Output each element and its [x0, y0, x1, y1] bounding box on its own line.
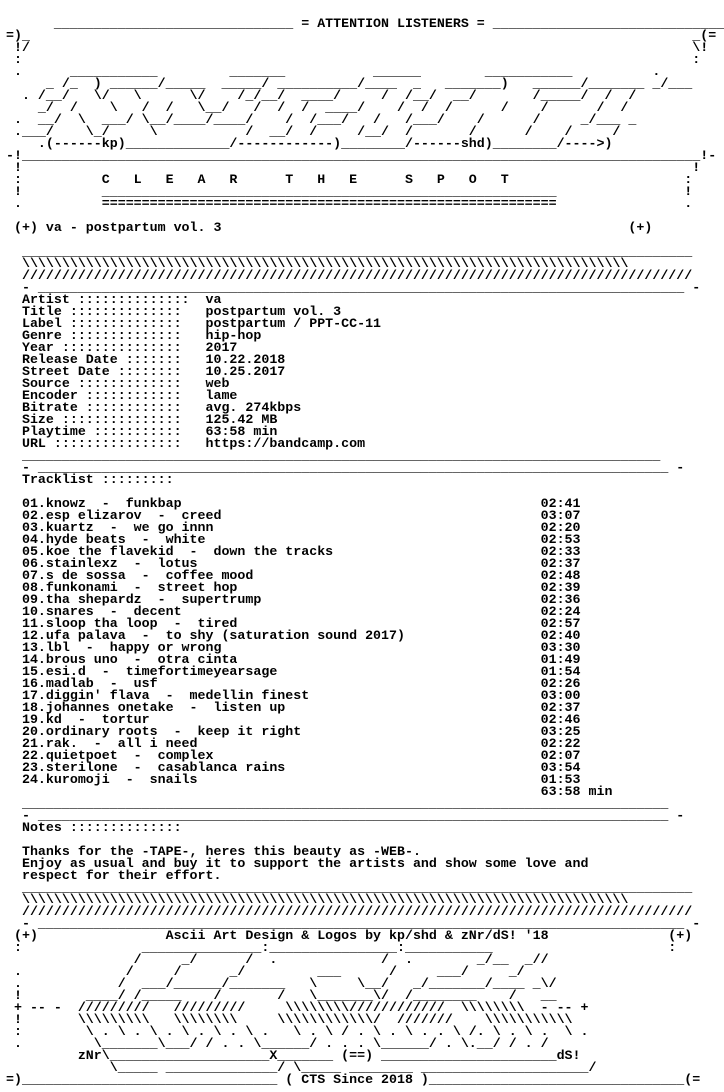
nfo-line: ______________________________ = ATTENTION LISTENERS = _____________________________	[6, 16, 724, 31]
nfo-line: 04.hyde beats - white 02:53	[6, 532, 581, 547]
nfo-line: - _______________________________________________________________________________ -	[6, 460, 685, 475]
nfo-line: _/ / \ / / \__/ / / / ____/ / / / / / / /	[6, 100, 629, 115]
nfo-line: Thanks for the -TAPE-, heres this beauty as -WEB-.	[6, 844, 421, 859]
nfo-line: Playtime ::::::::::: 63:58 min	[6, 424, 278, 439]
nfo-line: Enjoy as usual and buy it to support the artists and show some love and	[6, 856, 589, 871]
nfo-line: - _________________________________________________________________________________ -	[6, 916, 701, 931]
nfo-line: ____________________________________________________________________________________	[6, 244, 693, 259]
nfo-line: Year ::::::::::::::: 2017	[6, 340, 238, 355]
nfo-line: Release Date ::::::: 10.22.2018	[6, 352, 286, 367]
nfo-line: Label :::::::::::::: postpartum / PPT-CC-11	[6, 316, 382, 331]
nfo-line: (+) Ascii Art Design & Logos by kp/shd & zNr/dS! '18 (+)	[6, 928, 693, 943]
nfo-line: : :	[6, 52, 701, 67]
nfo-line: Bitrate :::::::::::: avg. 274kbps	[6, 400, 302, 415]
nfo-line: 08.funkonami - street hop 02:39	[6, 580, 581, 595]
nfo-line: respect for their effort.	[6, 868, 222, 883]
nfo-line: \\\\\\\\\\\\\\\\\\\\\\\\\\\\\\\\\\\\\\\\\\\\\\\\\\\\\\\\\\\\\\\\\\\\\\\\\\\\	[6, 256, 629, 271]
nfo-line: 07.s de sossa - coffee mood 02:48	[6, 568, 581, 583]
nfo-line: + -- - ///////// ///////// \\\\\\\\//////////// \\\\\\\\ - -- +	[6, 1000, 589, 1015]
nfo-text	[6, 18, 724, 1086]
nfo-line: \\\\\\\\\\\\\\\\\\\\\\\\\\\\\\\\\\\\\\\\\\\\\\\\\\\\\\\\\\\\\\\\\\\\\\\\\\\\	[6, 892, 629, 907]
nfo-line: - _________________________________________________________________________________ -	[6, 280, 701, 295]
nfo-line: ! \\\\\\\\\ \\\\\\\\ \\\\\\\\\\\\/ /////// \\\\\\\\\\\	[6, 1012, 573, 1027]
nfo-line: 18.johannes onetake - listen up 02:37	[6, 700, 581, 715]
nfo-line: =)________________________________ ( CTS Since 2018 )________________________________(=	[6, 1072, 701, 1087]
nfo-line: 05.koe the flavekid - down the tracks 02:33	[6, 544, 581, 559]
nfo-line: 01.knowz - funkbap 02:41	[6, 496, 581, 511]
nfo-line: . ___________ _______ ______ ___________ .	[6, 64, 661, 79]
nfo-line: 14.brous uno - otra cinta 01:49	[6, 652, 581, 667]
nfo-line: 02.esp elizarov - creed 03:07	[6, 508, 581, 523]
nfo-line: -!_____________________________________________________________________________________!-	[6, 148, 717, 163]
nfo-line: 23.sterilone - casablanca rains 03:54	[6, 760, 581, 775]
nfo-line: ////////////////////////////////////////////////////////////////////////////////////	[6, 268, 693, 283]
nfo-line: 11.sloop tha loop - tired 02:57	[6, 616, 581, 631]
nfo-line: 19.kd - tortur 02:46	[6, 712, 581, 727]
nfo-line: zNr\____________________X_______ (==) ______________________dS!	[6, 1048, 581, 1063]
nfo-line: 12.ufa palava - to shy (saturation sound 2017) 02:40	[6, 628, 581, 643]
nfo-line: . / ___/______/_______ \ \__/ _/_______/____ _\/	[6, 976, 557, 991]
nfo-line: . / / _/ ___ / ___/ _/	[6, 964, 525, 979]
nfo-line: URL :::::::::::::::: https://bandcamp.com	[6, 436, 366, 451]
nfo-line: Source ::::::::::::: web	[6, 376, 230, 391]
nfo-line: .___/ \_/ \ / __/ / /__/ / / / / /	[6, 124, 621, 139]
nfo-line: 15.esi.d - timefortimeyearsage 01:54	[6, 664, 581, 679]
nfo-line: Genre :::::::::::::: hip-hop	[6, 328, 262, 343]
nfo-line: . /__/ \/ \ \/ /_/__/ ____/ / /__/ __/ /_____/ / /	[6, 88, 637, 103]
nfo-line: 17.diggin' flava - medellin finest 03:00	[6, 688, 581, 703]
nfo-line: =)_ _(=	[6, 28, 717, 43]
nfo-line: 16.madlab - usf 02:26	[6, 676, 581, 691]
nfo-line: .(------kp)_____________/------------)________/------shd)________/---->)	[6, 136, 613, 151]
nfo-line: : C L E A R T H E S P O T :	[6, 172, 693, 187]
nfo-line: . ========================================================= .	[6, 196, 693, 211]
nfo-line: 13.lbl - happy or wrong 03:30	[6, 640, 581, 655]
nfo-line: 09.tha shepardz - supertrump 02:36	[6, 592, 581, 607]
nfo-line: . __/ \ ___/ \__/____/____/ / /___/ / /___/ / / _/___ _	[6, 112, 637, 127]
nfo-line: Artist :::::::::::::: va	[6, 292, 222, 307]
nfo-line: Size ::::::::::::::: 125.42 MB	[6, 412, 278, 427]
nfo-line: : \ . \ . \ . \ . \ . \ . \ . \ / . \ . \ . . \ /. \ . \ . \ .	[6, 1024, 589, 1039]
nfo-line: 21.rak. - all i need 02:22	[6, 736, 581, 751]
nfo-line: 06.stainlexz - lotus 02:37	[6, 556, 581, 571]
nfo-line: ____________________________________________________________________________________	[6, 880, 693, 895]
nfo-line: 03.kuartz - we go innn 02:20	[6, 520, 581, 535]
nfo-line: Street Date :::::::: 10.25.2017	[6, 364, 286, 379]
nfo-line: 10.snares - decent 02:24	[6, 604, 581, 619]
nfo-line: \_____ ______________/ \_____ ________ _____________________/	[6, 1060, 597, 1075]
nfo-line: ! _________________________________________________________ !	[6, 184, 693, 199]
nfo-line: - _______________________________________________________________________________ -	[6, 808, 685, 823]
nfo-line: ! !	[6, 160, 701, 175]
nfo-line: 24.kuromoji - snails 01:53	[6, 772, 581, 787]
nfo-line: : _______________:________________:___________ :	[6, 940, 677, 955]
nfo-line: Title :::::::::::::: postpartum vol. 3	[6, 304, 342, 319]
nfo-line: 20.ordinary roots - keep it right 03:25	[6, 724, 581, 739]
nfo-line: (+) va - postpartum vol. 3 (+)	[6, 220, 653, 235]
nfo-line: Tracklist :::::::::	[6, 472, 174, 487]
nfo-line: 63:58 min	[6, 784, 613, 799]
nfo-line: . \_______\___/ / . . \______/ . . . \______/ . \.__/ / . /	[6, 1036, 549, 1051]
nfo-line: _ /_ ) ______/_____ _____/ __________/____ _ _______) ______/_______ _/___	[6, 76, 693, 91]
nfo-line: ! ____/ /_____ / / \_______\/ /________ / __	[6, 988, 557, 1003]
nfo-line: ////////////////////////////////////////////////////////////////////////////////////	[6, 904, 693, 919]
nfo-line: / _/ / . / . _/__ _//	[6, 952, 549, 967]
nfo-line: 22.quietpoet - complex 02:07	[6, 748, 581, 763]
nfo-line: Encoder :::::::::::: lame	[6, 388, 238, 403]
nfo-line: ________________________________________________________________________________	[6, 448, 661, 463]
nfo-line: _________________________________________________________________________________	[6, 796, 669, 811]
nfo-line: Notes ::::::::::::::	[6, 820, 182, 835]
nfo-line: !/ \!	[6, 40, 709, 55]
